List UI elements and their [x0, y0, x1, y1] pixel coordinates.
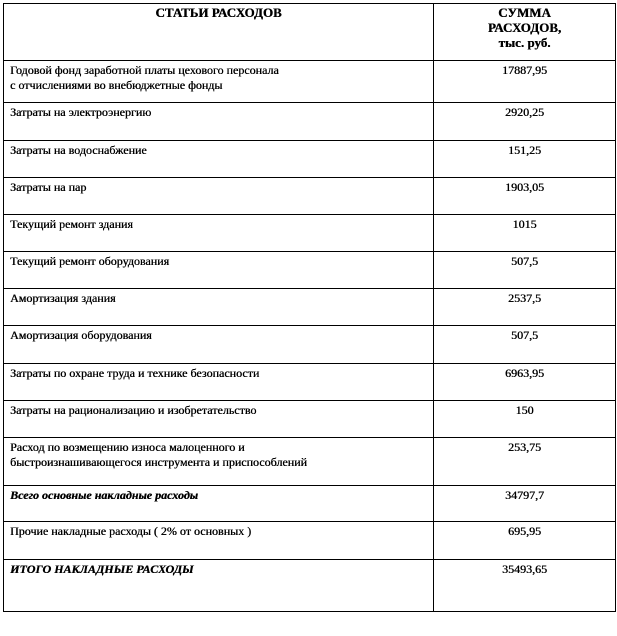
row-label-text: Затраты на пар [10, 180, 87, 194]
table-row [4, 61, 616, 103]
row-label-text: Амортизация оборудования [10, 328, 152, 342]
row-value-text: 151,25 [508, 143, 541, 157]
row-value-text: 695,95 [508, 524, 541, 538]
row-label [4, 178, 434, 215]
overhead-costs-table [3, 3, 616, 612]
row-label-text: Затраты на водоснабжение [10, 143, 147, 157]
row-label [4, 215, 434, 252]
table-row [4, 289, 616, 326]
table-row [4, 522, 616, 560]
row-value-text: 150 [515, 403, 534, 417]
subtotal-value: 34797,7 [505, 488, 544, 502]
table-row [4, 326, 616, 364]
row-label [4, 364, 434, 401]
row-value [434, 522, 616, 560]
row-label [4, 252, 434, 289]
row-label [4, 560, 434, 612]
header-expense-items-text: СТАТЬИ РАСХОДОВ [155, 5, 282, 20]
row-label [4, 141, 434, 178]
row-value-text: 1903,05 [505, 180, 544, 194]
row-value [434, 364, 616, 401]
row-value-text: 17887,95 [502, 63, 547, 77]
total-label: ИТОГО НАКЛАДНЫЕ РАСХОДЫ [10, 562, 194, 576]
subtotal-label: Всего основные накладные расходы [10, 488, 198, 502]
row-value [434, 141, 616, 178]
row-label [4, 103, 434, 141]
header-expense-items [4, 4, 434, 61]
row-label-text: Текущий ремонт оборудования [10, 254, 170, 268]
row-value-text: 1015 [512, 217, 537, 231]
row-label [4, 486, 434, 522]
row-label-line2: с отчислениями во внебюджетные фонды [10, 78, 223, 92]
table-row-total [4, 560, 616, 612]
row-label-text: Амортизация здания [10, 291, 116, 305]
row-value-text: 2537,5 [508, 291, 541, 305]
row-label-line2: быстроизнашивающегося инструмента и приспособлений [10, 455, 307, 469]
row-value-text: 253,75 [508, 440, 541, 454]
table-row [4, 401, 616, 438]
table-row [4, 364, 616, 401]
table-row-subtotal [4, 486, 616, 522]
row-label-text: Затраты на электроэнергию [10, 105, 152, 119]
row-value [434, 61, 616, 103]
row-label-text: Затраты по охране труда и технике безопасности [10, 366, 260, 380]
row-label-line1: Расход по возмещению износа малоценного и [10, 440, 245, 454]
header-sum-line1: СУММА [498, 5, 551, 20]
table-row [4, 215, 616, 252]
total-value: 35493,65 [502, 562, 547, 576]
row-label-text: Текущий ремонт здания [10, 217, 133, 231]
row-value [434, 401, 616, 438]
overhead-costs-table-container [3, 3, 616, 612]
row-value [434, 438, 616, 486]
row-label [4, 438, 434, 486]
row-value-text: 6963,95 [505, 366, 544, 380]
table-row [4, 103, 616, 141]
row-value-text: 2920,25 [505, 105, 544, 119]
row-value [434, 289, 616, 326]
table-row [4, 438, 616, 486]
row-label [4, 522, 434, 560]
row-value [434, 326, 616, 364]
header-sum-line3: тыс. руб. [498, 35, 551, 50]
table-row [4, 252, 616, 289]
row-value-text: 507,5 [511, 328, 538, 342]
row-value [434, 215, 616, 252]
row-label [4, 326, 434, 364]
header-sum-line2: РАСХОДОВ, [487, 20, 562, 35]
table-header-row [4, 4, 616, 61]
header-expense-sum [434, 4, 616, 61]
row-label [4, 61, 434, 103]
row-label-line1: Годовой фонд заработной платы цехового персонала [10, 63, 279, 77]
row-label [4, 401, 434, 438]
table-row [4, 178, 616, 215]
row-value [434, 560, 616, 612]
row-label-text: Прочие накладные расходы ( 2% от основных ) [10, 524, 252, 538]
table-row [4, 141, 616, 178]
row-value [434, 103, 616, 141]
row-label-text: Затраты на рационализацию и изобретательство [10, 403, 257, 417]
row-label [4, 289, 434, 326]
row-value [434, 486, 616, 522]
row-value [434, 178, 616, 215]
row-value [434, 252, 616, 289]
row-value-text: 507,5 [511, 254, 538, 268]
